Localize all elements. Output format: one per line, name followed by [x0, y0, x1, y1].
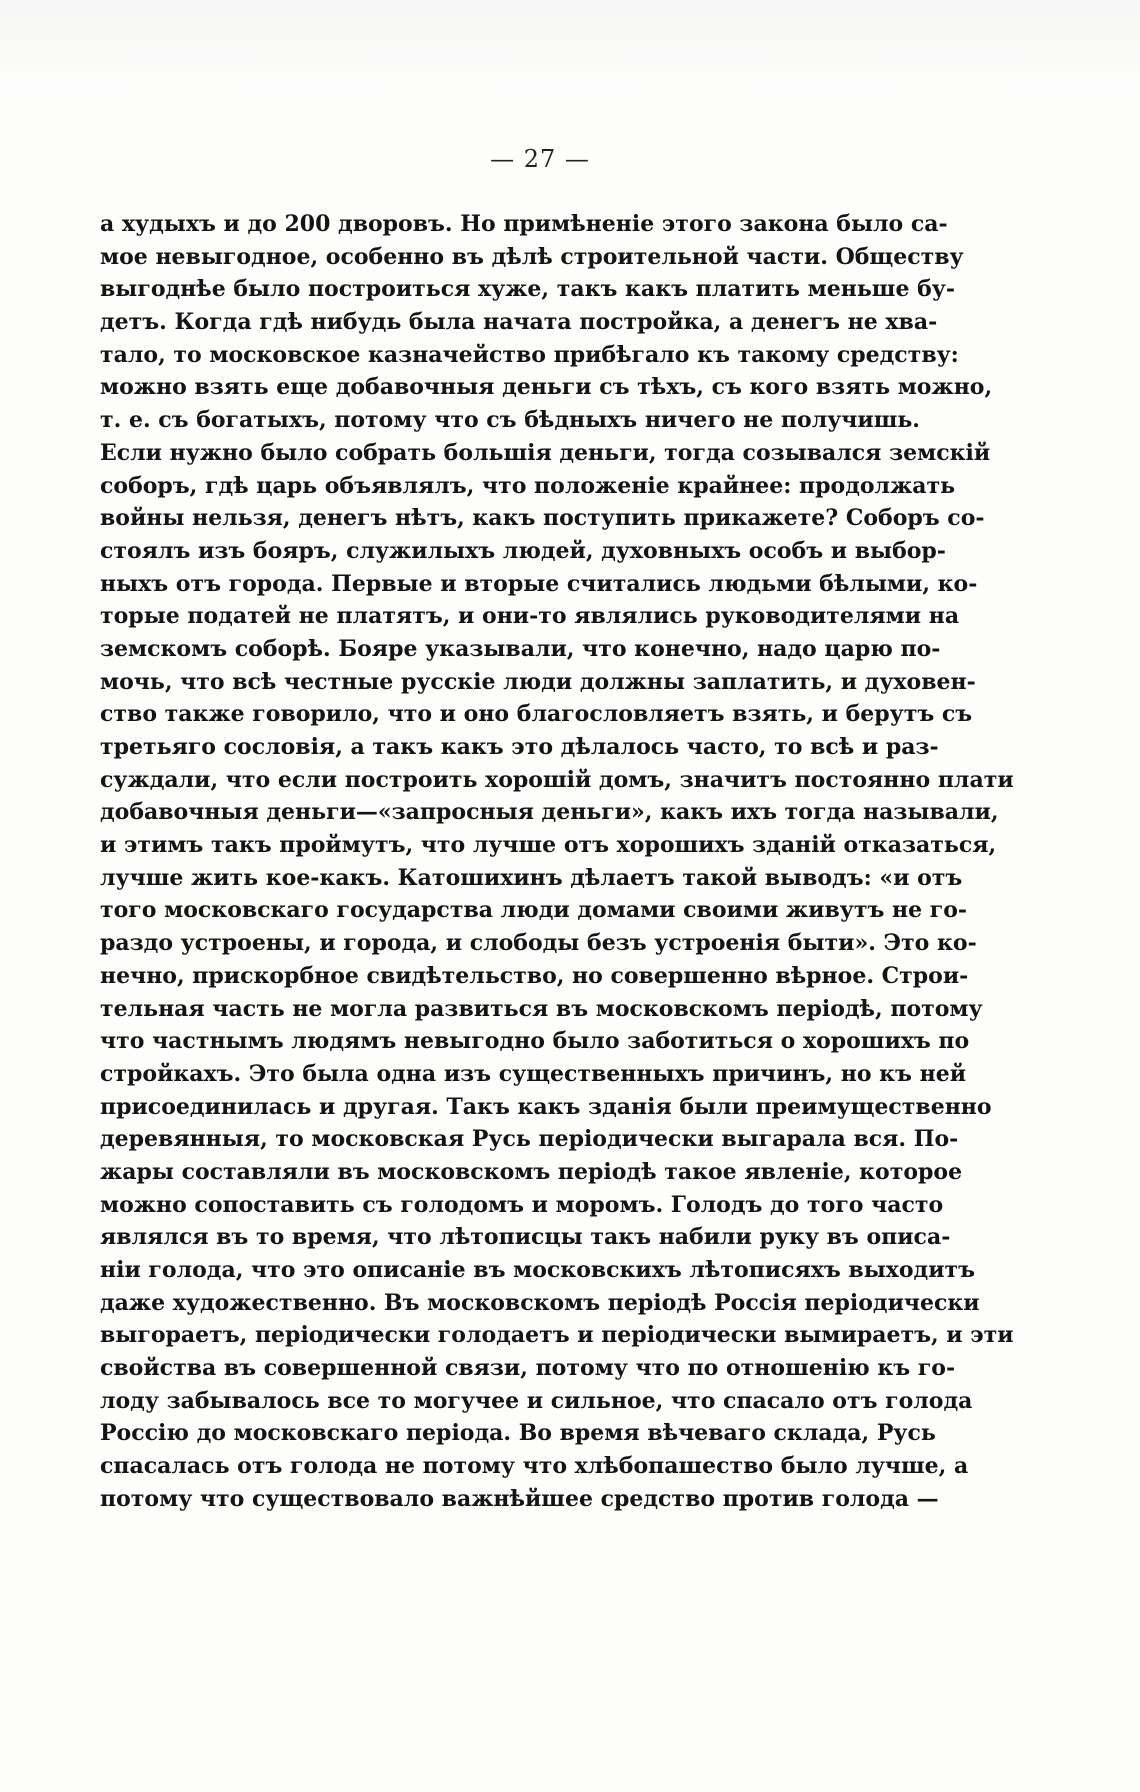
- text-line: ство также говорило, что и оно благословляетъ взять, и берутъ съ: [100, 701, 973, 728]
- text-line: лучше жить кое-какъ. Катошихинъ дѣлаетъ такой выводъ: «и отъ: [100, 864, 963, 891]
- text-line: лоду забывалось все то могучее и сильное, что спасало отъ голода: [100, 1387, 973, 1414]
- text-line: соборъ, гдѣ царь объявлялъ, что положеніе крайнее: продолжать: [100, 472, 956, 499]
- text-line: раздо устроены, и города, и слободы безъ устроенія быти». Это ко-: [100, 930, 977, 957]
- text-line: ныхъ отъ города. Первые и вторые считались людьми бѣлыми, ко-: [100, 570, 978, 597]
- text-line: детъ. Когда гдѣ нибудь была начата постройка, а денегъ не хва-: [100, 309, 938, 336]
- text-line: мое невыгодное, особенно въ дѣлѣ строительной части. Обществу: [100, 243, 964, 270]
- text-line: торые податей не платятъ, и они-то являлись руководителями на: [100, 603, 960, 630]
- text-line: можно взять еще добавочныя деньги съ тѣхъ, съ кого взять можно,: [100, 374, 993, 401]
- text-line: третьяго сословія, а такъ какъ это дѣлалось часто, то всѣ и раз-: [100, 734, 939, 760]
- text-line: что частнымъ людямъ невыгодно было заботиться о хорошихъ по: [100, 1028, 970, 1055]
- text-line: добавочныя деньги—«запросныя деньги», какъ ихъ тогда называли,: [100, 799, 999, 826]
- page-number: — 27 —: [490, 145, 590, 173]
- text-line: и этимъ такъ проймутъ, что лучше отъ хорошихъ зданій отказаться,: [100, 832, 997, 859]
- page-top-shading: [0, 0, 1140, 95]
- text-line: деревянныя, то московская Русь періодически выгарала вся. По-: [100, 1126, 959, 1153]
- text-line: стоялъ изъ бояръ, служилыхъ людей, духовныхъ особъ и выбор-: [100, 537, 946, 564]
- text-line: выгоднѣе было построиться хуже, такъ какъ платить меньше бу-: [100, 276, 955, 303]
- text-line: выгораетъ, періодически голодаетъ и періодически вымираетъ, и эти: [100, 1322, 1014, 1349]
- text-line: тало, то московское казначейство прибѣгало къ такому средству:: [100, 341, 959, 368]
- text-line: тельная часть не могла развиться въ московскомъ періодѣ, потому: [100, 995, 983, 1022]
- text-line: даже художественно. Въ московскомъ періодѣ Россія періодически: [100, 1289, 980, 1316]
- text-line: можно сопоставить съ голодомъ и моромъ. Голодъ до того часто: [100, 1191, 944, 1218]
- text-line: присоединилась и другая. Такъ какъ зданія были преимущественно: [100, 1093, 992, 1120]
- text-line: стройкахъ. Это была одна изъ существенныхъ причинъ, но къ ней: [100, 1060, 967, 1087]
- text-line: Россію до московскаго періода. Во время вѣчеваго склада, Русь: [100, 1420, 936, 1447]
- text-line: ніи голода, что это описаніе въ московскихъ лѣтописяхъ выходитъ: [100, 1257, 976, 1283]
- text-line: жары составляли въ московскомъ періодѣ такое явленіе, которое: [100, 1158, 963, 1185]
- text-line: мочь, что всѣ честные русскіе люди должны заплатить, и духовен-: [100, 668, 976, 695]
- text-line: являлся въ то время, что лѣтописцы такъ набили руку въ описа-: [100, 1224, 951, 1251]
- body-text: [100, 208, 1014, 1516]
- text-line: войны нельзя, денегъ нѣтъ, какъ поступить прикажете? Соборъ со-: [100, 505, 985, 532]
- text-line: земскомъ соборѣ. Бояре указывали, что конечно, надо царю по-: [100, 635, 941, 662]
- text-line: т. е. съ богатыхъ, потому что съ бѣдныхъ ничего не получишь.: [100, 407, 920, 434]
- text-line: того московскаго государства люди домами своими живутъ не го-: [100, 897, 968, 924]
- text-line: а худыхъ и до 200 дворовъ. Но примѣненіе этого закона было са-: [100, 211, 948, 237]
- text-line: потому что существовало важнѣйшее средство против голода —: [100, 1485, 939, 1512]
- text-line: нечно, прискорбное свидѣтельство, но совершенно вѣрное. Строи-: [100, 962, 969, 989]
- text-line: Если нужно было собрать большія деньги, тогда созывался земскій: [100, 439, 991, 466]
- text-line: спасалась отъ голода не потому что хлѣбопашество было лучше, а: [100, 1453, 969, 1480]
- text-line: суждали, что если построить хорошій домъ, значитъ постоянно плати: [100, 766, 1014, 793]
- text-line: свойства въ совершенной связи, потому что по отношенію къ го-: [100, 1355, 956, 1382]
